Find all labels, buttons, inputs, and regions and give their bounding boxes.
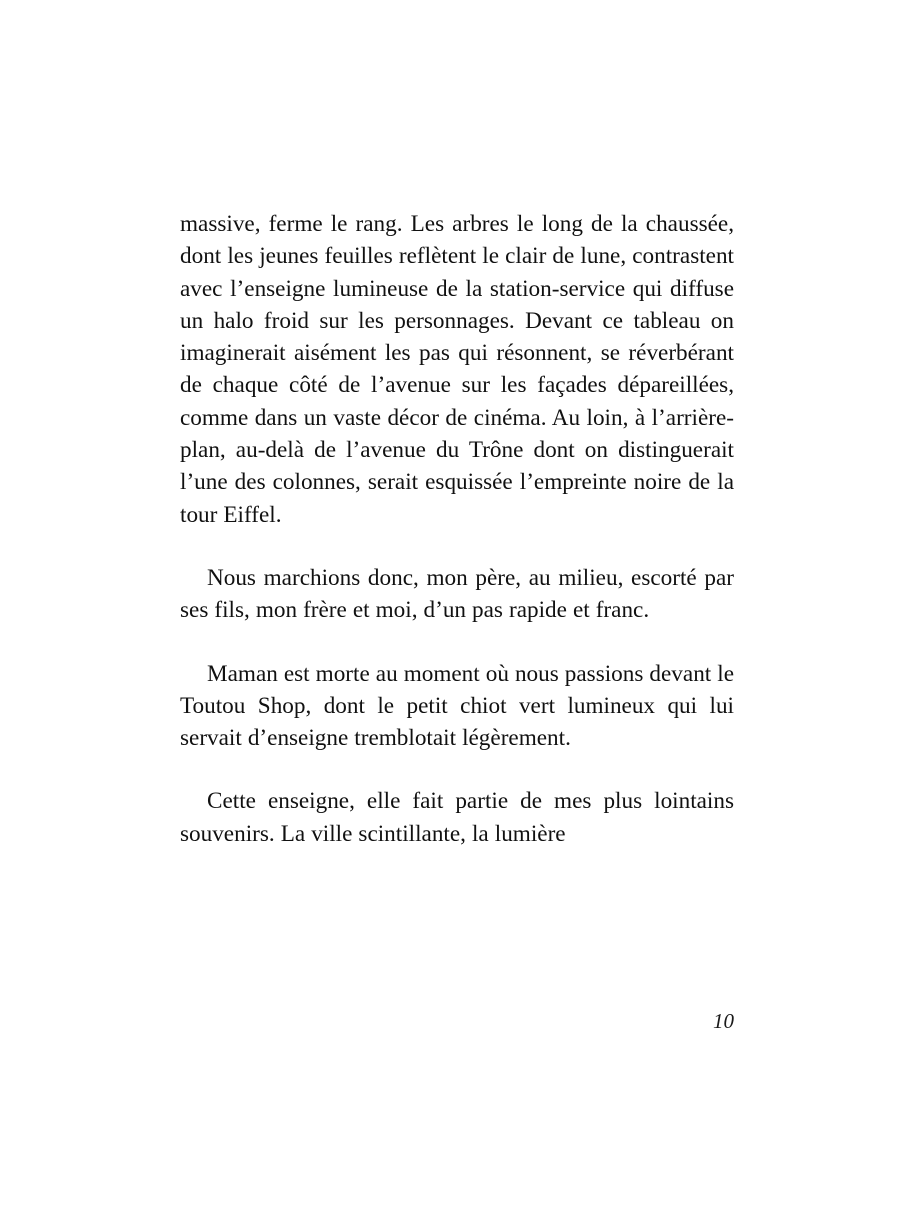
paragraph-3: Maman est morte au moment où nous passions devant le Toutou Shop, dont le petit chiot vert lumineux qui lui servait d’enseigne tremblotait légèrement. bbox=[180, 660, 734, 752]
paragraph-1: massive, ferme le rang. Les arbres le long de la chaussée, dont les jeunes feuilles reflètent le clair de lune, contrastent avec l’enseigne lumineuse de la station-service qui diffuse un halo froid sur les personnages. Devant ce tableau on imaginerait aisément les pas qui résonnent, se réverbérant de chaque côté de l’avenue sur les façades dépareillées, comme dans un vaste décor de cinéma. Au loin, à l’arrière-plan, au-delà de l’avenue du Trône dont on distinguerait l’une des colonnes, serait esquissée l’empreinte noire de la tour Eiffel. bbox=[180, 211, 734, 528]
body-text-block bbox=[180, 208, 734, 850]
page-number: 10 bbox=[713, 1009, 734, 1033]
paragraph-4: Cette enseigne, elle fait partie de mes plus lointains souvenirs. La ville scintillante, la lumière bbox=[180, 788, 734, 847]
paragraph-2: Nous marchions donc, mon père, au milieu, escorté par ses fils, mon frère et moi, d’un pas rapide et franc. bbox=[180, 564, 734, 624]
